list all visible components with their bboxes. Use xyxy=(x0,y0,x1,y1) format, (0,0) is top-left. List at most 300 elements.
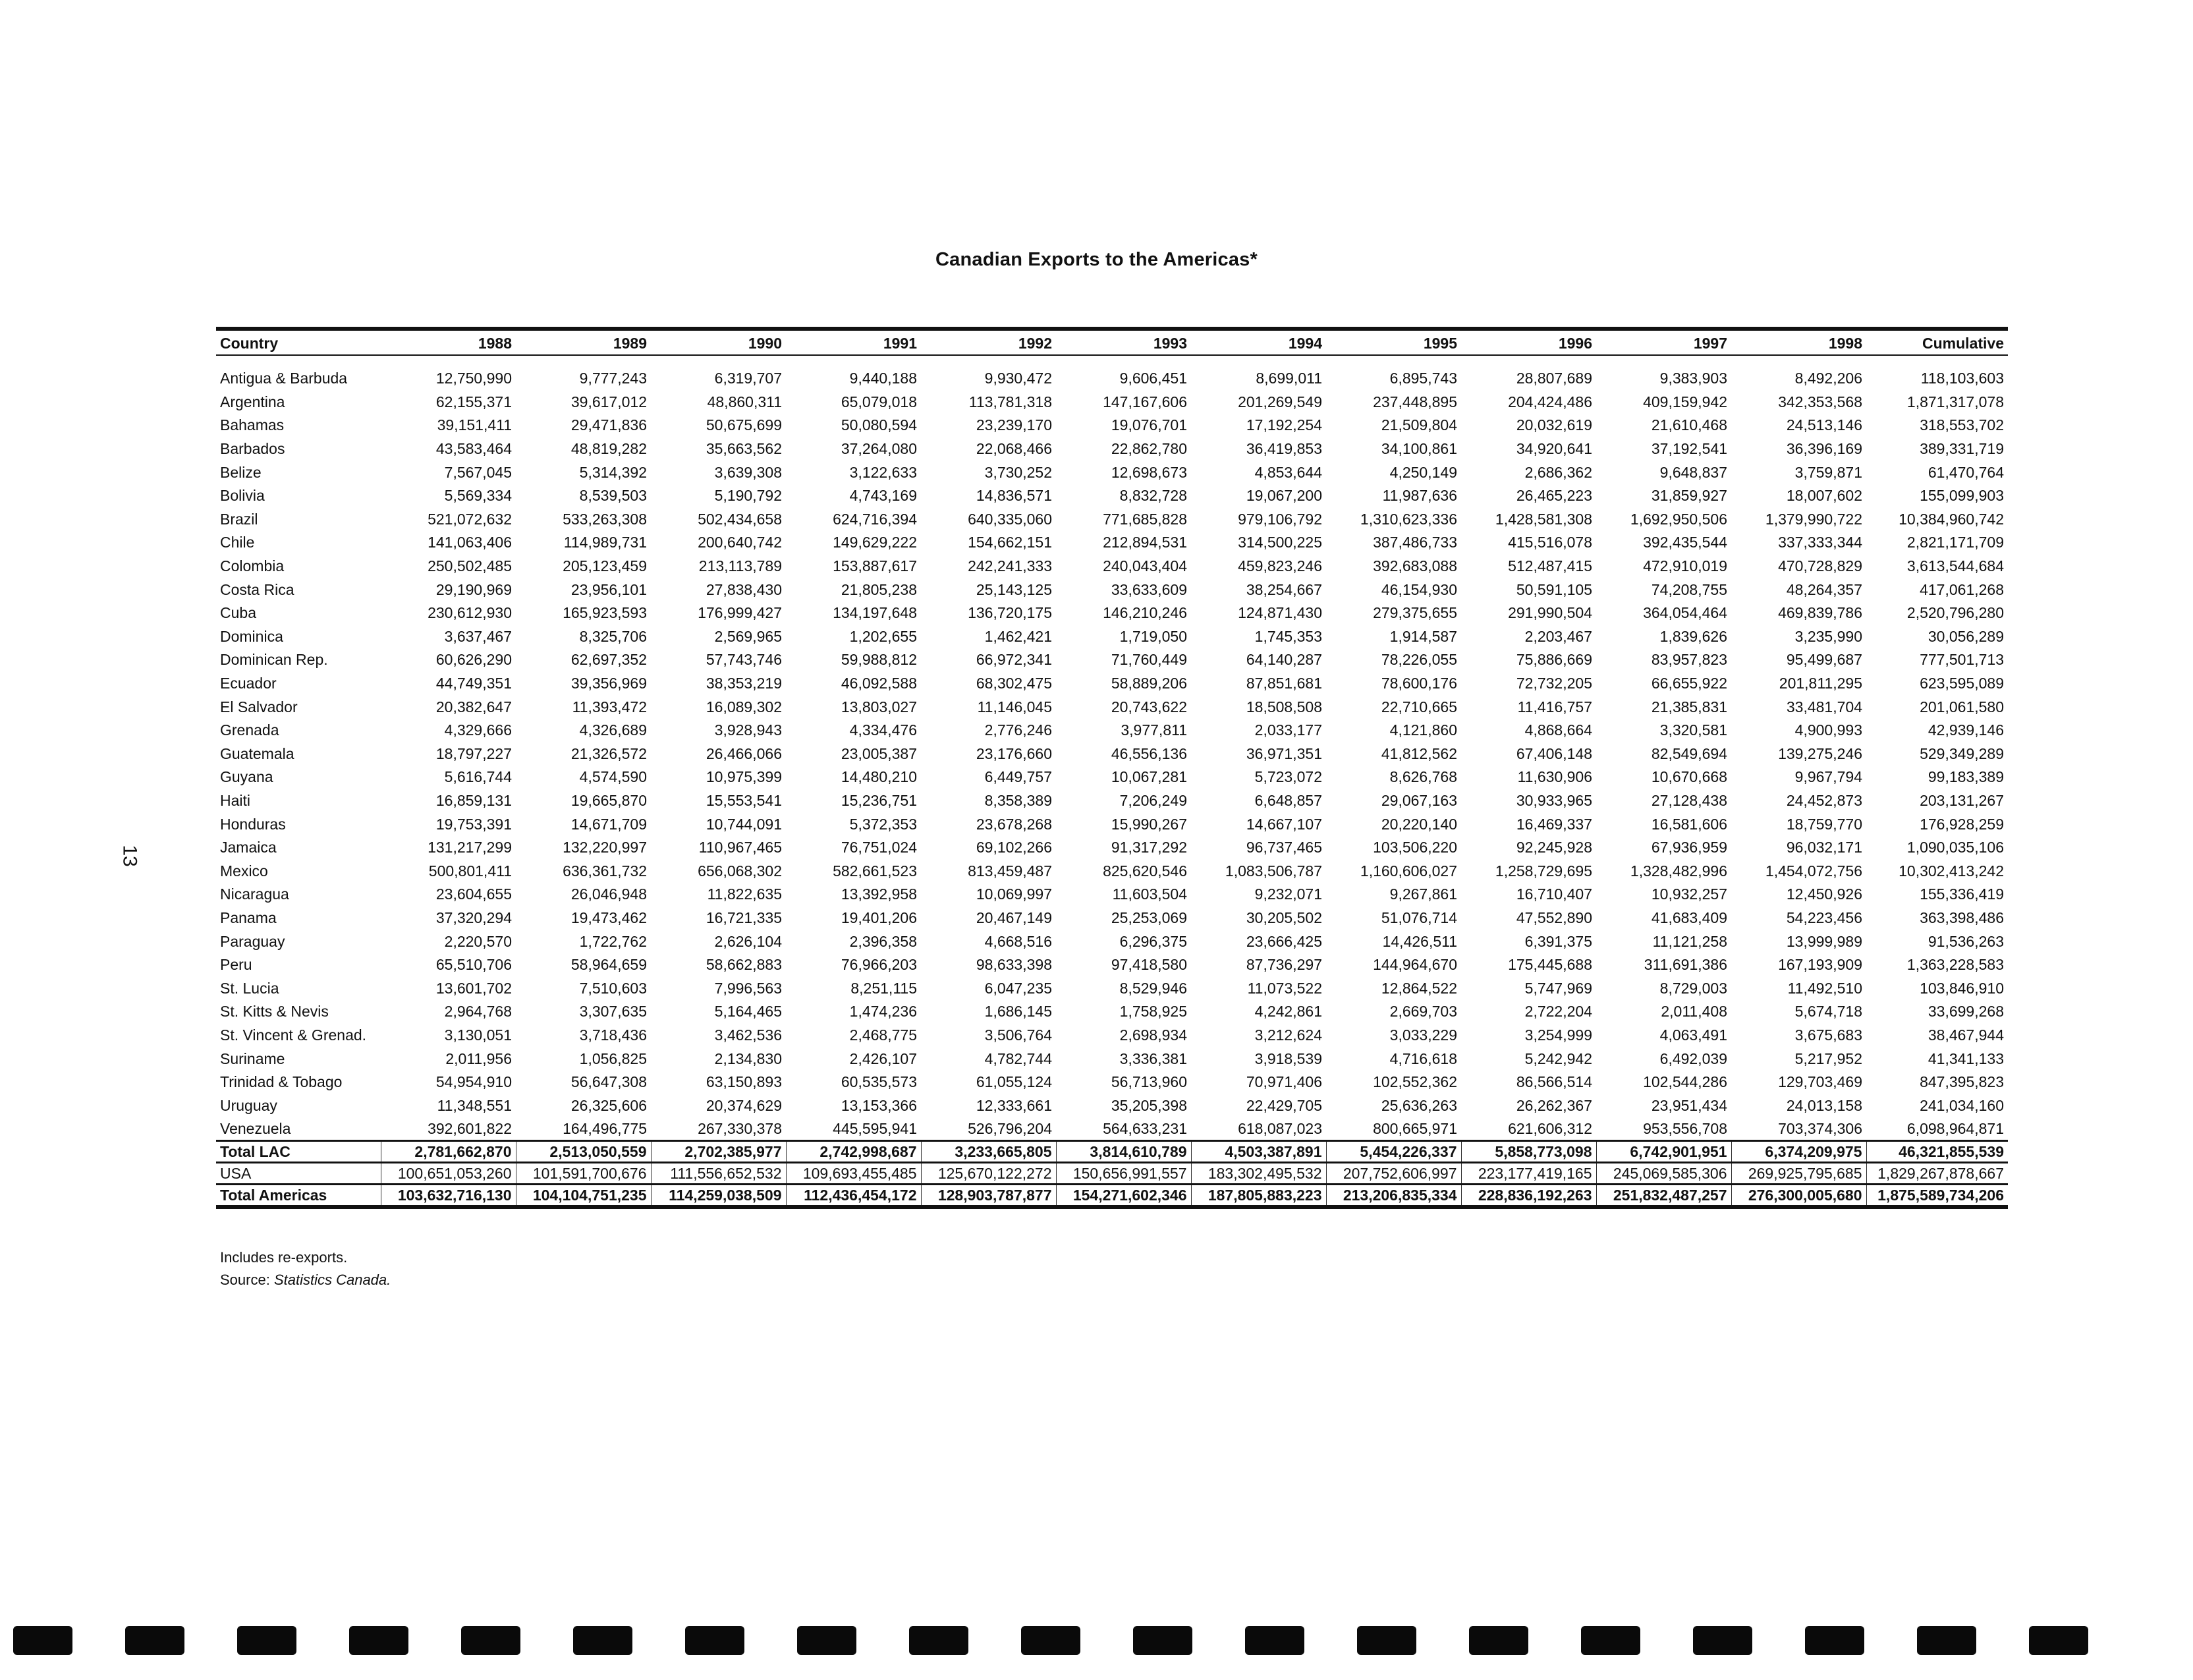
value-cell: 146,210,246 xyxy=(1103,604,1187,622)
value-cell: 113,781,318 xyxy=(968,393,1052,410)
value-cell: 5,674,718 xyxy=(1794,1003,1862,1021)
registration-mark xyxy=(909,1626,968,1655)
value-cell: 2,396,358 xyxy=(849,932,917,950)
total-americas-row xyxy=(216,1185,2008,1208)
value-cell: 472,910,019 xyxy=(1643,557,1727,575)
value-cell: 10,067,281 xyxy=(1111,768,1187,786)
value-cell: 4,063,491 xyxy=(1659,1026,1727,1044)
value-cell: 150,656,991,557 xyxy=(1056,1163,1191,1185)
value-cell: 777,501,713 xyxy=(1920,651,2004,669)
value-cell: 8,529,946 xyxy=(1119,979,1187,997)
value-cell: 48,819,282 xyxy=(570,440,647,458)
value-cell: 60,626,290 xyxy=(435,651,512,669)
header-country: Country xyxy=(216,329,381,355)
value-cell: 5,569,334 xyxy=(444,487,512,505)
value-cell: 4,900,993 xyxy=(1794,721,1862,739)
table-row xyxy=(216,461,2008,484)
value-cell: 23,604,655 xyxy=(435,885,512,903)
value-cell: 56,647,308 xyxy=(570,1073,647,1091)
value-cell: 41,683,409 xyxy=(1651,909,1727,926)
value-cell: 1,090,035,106 xyxy=(1906,839,2004,856)
value-cell: 41,812,562 xyxy=(1381,744,1457,762)
value-cell: 20,220,140 xyxy=(1381,815,1457,833)
value-cell: 4,329,666 xyxy=(444,721,512,739)
value-cell: 21,805,238 xyxy=(841,580,917,598)
value-cell: 19,473,462 xyxy=(570,909,647,926)
value-cell: 13,999,989 xyxy=(1786,932,1862,950)
value-cell: 76,966,203 xyxy=(841,956,917,974)
value-cell: 26,325,606 xyxy=(570,1096,647,1114)
value-cell: 2,134,830 xyxy=(714,1050,782,1067)
table-row xyxy=(216,812,2008,836)
value-cell: 291,990,504 xyxy=(1508,604,1592,622)
country-cell: Ecuador xyxy=(220,675,277,692)
value-cell: 22,862,780 xyxy=(1111,440,1187,458)
value-cell: 187,805,883,223 xyxy=(1191,1185,1326,1208)
value-cell: 51,076,714 xyxy=(1381,909,1457,926)
registration-mark xyxy=(1245,1626,1304,1655)
value-cell: 207,752,606,997 xyxy=(1326,1163,1461,1185)
value-cell: 11,146,045 xyxy=(977,698,1052,715)
value-cell: 30,056,289 xyxy=(1928,627,2004,645)
value-cell: 230,612,930 xyxy=(428,604,512,622)
value-cell: 38,254,667 xyxy=(1246,580,1322,598)
value-cell: 2,722,204 xyxy=(1524,1003,1592,1021)
value-cell: 17,192,254 xyxy=(1246,416,1322,434)
value-cell: 11,393,472 xyxy=(572,698,647,715)
value-cell: 564,633,231 xyxy=(1103,1119,1187,1137)
value-cell: 30,205,502 xyxy=(1246,909,1322,926)
value-cell: 269,925,795,685 xyxy=(1731,1163,1866,1185)
value-cell: 6,296,375 xyxy=(1119,932,1187,950)
country-cell: Grenada xyxy=(220,721,279,739)
value-cell: 3,506,764 xyxy=(984,1026,1052,1044)
value-cell: 1,160,606,027 xyxy=(1360,862,1457,880)
country-cell: St. Lucia xyxy=(220,979,279,997)
table-row xyxy=(216,1000,2008,1024)
value-cell: 18,797,227 xyxy=(435,744,512,762)
exports-table-container xyxy=(216,327,2008,1209)
value-cell: 3,814,610,789 xyxy=(1056,1141,1191,1163)
value-cell: 276,300,005,680 xyxy=(1731,1185,1866,1208)
value-cell: 10,744,091 xyxy=(706,815,782,833)
value-cell: 19,076,701 xyxy=(1111,416,1187,434)
value-cell: 34,100,861 xyxy=(1381,440,1457,458)
value-cell: 78,600,176 xyxy=(1381,675,1457,692)
value-cell: 36,419,853 xyxy=(1246,440,1322,458)
value-cell: 621,606,312 xyxy=(1508,1119,1592,1137)
value-cell: 415,516,078 xyxy=(1508,534,1592,551)
value-cell: 11,987,636 xyxy=(1382,487,1457,505)
country-cell: Mexico xyxy=(220,862,268,880)
table-row xyxy=(216,531,2008,555)
value-cell: 6,319,707 xyxy=(714,370,782,387)
value-cell: 389,331,719 xyxy=(1920,440,2004,458)
value-cell: 16,859,131 xyxy=(435,791,512,809)
value-cell: 2,702,385,977 xyxy=(651,1141,786,1163)
country-cell: Suriname xyxy=(220,1050,285,1067)
value-cell: 103,506,220 xyxy=(1373,839,1457,856)
value-cell: 337,333,344 xyxy=(1778,534,1862,551)
value-cell: 11,416,757 xyxy=(1517,698,1592,715)
table-row xyxy=(216,625,2008,649)
value-cell: 35,205,398 xyxy=(1111,1096,1187,1114)
value-cell: 96,737,465 xyxy=(1246,839,1322,856)
value-cell: 3,928,943 xyxy=(714,721,782,739)
value-cell: 3,130,051 xyxy=(444,1026,512,1044)
value-cell: 60,535,573 xyxy=(841,1073,917,1091)
value-cell: 2,520,796,280 xyxy=(1906,604,2004,622)
value-cell: 12,333,661 xyxy=(976,1096,1052,1114)
value-cell: 2,011,956 xyxy=(445,1050,512,1067)
value-cell: 3,233,665,805 xyxy=(921,1141,1056,1163)
value-cell: 2,776,246 xyxy=(984,721,1052,739)
value-cell: 68,302,475 xyxy=(976,675,1052,692)
value-cell: 6,449,757 xyxy=(984,768,1052,786)
source-note xyxy=(220,1269,391,1291)
value-cell: 46,321,855,539 xyxy=(1866,1141,2008,1163)
country-cell: Argentina xyxy=(220,393,285,410)
value-cell: 640,335,060 xyxy=(968,510,1052,528)
value-cell: 34,920,641 xyxy=(1516,440,1592,458)
value-cell: 19,753,391 xyxy=(435,815,512,833)
value-cell: 445,595,941 xyxy=(833,1119,917,1137)
value-cell: 43,583,464 xyxy=(435,440,512,458)
value-cell: 16,089,302 xyxy=(706,698,782,715)
value-cell: 469,839,786 xyxy=(1778,604,1862,622)
value-cell: 10,932,257 xyxy=(1651,885,1727,903)
country-cell: Bahamas xyxy=(220,416,285,434)
value-cell: 5,217,952 xyxy=(1794,1050,1862,1067)
value-cell: 19,401,206 xyxy=(841,909,917,926)
value-cell: 97,418,580 xyxy=(1111,956,1187,974)
value-cell: 3,977,811 xyxy=(1121,721,1187,739)
registration-mark xyxy=(125,1626,184,1655)
header-1994: 1994 xyxy=(1191,329,1326,355)
value-cell: 242,241,333 xyxy=(968,557,1052,575)
value-cell: 3,730,252 xyxy=(984,463,1052,481)
value-cell: 2,964,768 xyxy=(444,1003,512,1021)
registration-mark xyxy=(685,1626,744,1655)
country-cell: Trinidad & Tobago xyxy=(220,1073,343,1091)
table-row xyxy=(216,1094,2008,1117)
value-cell: 4,668,516 xyxy=(984,932,1052,950)
value-cell: 5,164,465 xyxy=(714,1003,782,1021)
value-cell: 41,341,133 xyxy=(1928,1050,2004,1067)
country-cell: Costa Rica xyxy=(220,580,294,598)
value-cell: 103,846,910 xyxy=(1920,979,2004,997)
value-cell: 459,823,246 xyxy=(1238,557,1322,575)
value-cell: 10,384,960,742 xyxy=(1899,510,2004,528)
value-cell: 392,435,544 xyxy=(1643,534,1727,551)
value-cell: 144,964,670 xyxy=(1373,956,1457,974)
value-cell: 11,121,258 xyxy=(1652,932,1727,950)
value-cell: 114,259,038,509 xyxy=(651,1185,786,1208)
value-cell: 26,262,367 xyxy=(1516,1096,1592,1114)
value-cell: 63,150,893 xyxy=(706,1073,782,1091)
country-cell: St. Kitts & Nevis xyxy=(220,1003,329,1021)
value-cell: 9,267,861 xyxy=(1389,885,1457,903)
value-cell: 279,375,655 xyxy=(1373,604,1457,622)
value-cell: 20,032,619 xyxy=(1516,416,1592,434)
value-cell: 847,395,823 xyxy=(1920,1073,2004,1091)
table-body xyxy=(216,355,2008,1207)
value-cell: 47,552,890 xyxy=(1516,909,1592,926)
value-cell: 12,450,926 xyxy=(1786,885,1862,903)
value-cell: 3,613,544,684 xyxy=(1906,557,2004,575)
value-cell: 11,630,906 xyxy=(1517,768,1592,786)
value-cell: 14,667,107 xyxy=(1246,815,1322,833)
value-cell: 14,480,210 xyxy=(841,768,917,786)
header-1988: 1988 xyxy=(381,329,516,355)
value-cell: 618,087,023 xyxy=(1238,1119,1322,1137)
value-cell: 18,007,602 xyxy=(1786,487,1862,505)
value-cell: 1,428,581,308 xyxy=(1495,510,1592,528)
value-cell: 31,859,927 xyxy=(1651,487,1727,505)
registration-mark xyxy=(2029,1626,2088,1655)
value-cell: 155,336,419 xyxy=(1920,885,2004,903)
value-cell: 23,005,387 xyxy=(841,744,917,762)
country-cell: Barbados xyxy=(220,440,285,458)
value-cell: 2,698,934 xyxy=(1119,1026,1187,1044)
value-cell: 2,468,775 xyxy=(849,1026,917,1044)
value-cell: 74,208,755 xyxy=(1651,580,1727,598)
value-cell: 39,151,411 xyxy=(437,416,512,434)
value-cell: 1,871,317,078 xyxy=(1906,393,2004,410)
value-cell: 15,236,751 xyxy=(841,791,917,809)
value-cell: 1,454,072,756 xyxy=(1765,862,1862,880)
value-cell: 2,781,662,870 xyxy=(381,1141,516,1163)
value-cell: 251,832,487,257 xyxy=(1596,1185,1731,1208)
source-name: Statistics Canada. xyxy=(273,1272,391,1288)
source-prefix: Source: xyxy=(220,1272,270,1288)
value-cell: 21,610,468 xyxy=(1651,416,1727,434)
table-row xyxy=(216,1024,2008,1048)
value-cell: 8,699,011 xyxy=(1256,370,1322,387)
value-cell: 5,242,942 xyxy=(1524,1050,1592,1067)
value-cell: 20,374,629 xyxy=(706,1096,782,1114)
country-cell: Panama xyxy=(220,909,277,926)
value-cell: 3,033,229 xyxy=(1389,1026,1457,1044)
value-cell: 165,923,593 xyxy=(563,604,647,622)
value-cell: 20,743,622 xyxy=(1111,698,1187,715)
table-row xyxy=(216,391,2008,414)
value-cell: 364,054,464 xyxy=(1643,604,1727,622)
table-row xyxy=(216,648,2008,672)
value-cell: 3,254,999 xyxy=(1524,1026,1592,1044)
value-cell: 8,626,768 xyxy=(1389,768,1457,786)
value-cell: 26,466,066 xyxy=(706,744,782,762)
value-cell: 149,629,222 xyxy=(833,534,917,551)
value-cell: 2,011,408 xyxy=(1661,1003,1727,1021)
value-cell: 6,492,039 xyxy=(1659,1050,1727,1067)
value-cell: 5,454,226,337 xyxy=(1326,1141,1461,1163)
value-cell: 67,406,148 xyxy=(1516,744,1592,762)
value-cell: 342,353,568 xyxy=(1778,393,1862,410)
table-row xyxy=(216,976,2008,1000)
registration-mark xyxy=(1581,1626,1640,1655)
country-cell: El Salvador xyxy=(220,698,298,715)
table-row xyxy=(216,719,2008,742)
country-cell: Jamaica xyxy=(220,839,277,856)
header-1998: 1998 xyxy=(1731,329,1866,355)
value-cell: 1,722,762 xyxy=(579,932,647,950)
value-cell: 363,398,486 xyxy=(1920,909,2004,926)
value-cell: 7,510,603 xyxy=(579,979,647,997)
value-cell: 118,103,603 xyxy=(1920,370,2004,387)
reexports-note: Includes re-exports. xyxy=(220,1249,348,1266)
table-row xyxy=(216,367,2008,391)
value-cell: 50,080,594 xyxy=(841,416,917,434)
value-cell: 8,358,389 xyxy=(984,791,1052,809)
value-cell: 8,492,206 xyxy=(1794,370,1862,387)
value-cell: 311,691,386 xyxy=(1644,956,1727,974)
value-cell: 16,721,335 xyxy=(706,909,782,926)
value-cell: 3,639,308 xyxy=(714,463,782,481)
value-cell: 8,251,115 xyxy=(850,979,917,997)
value-cell: 2,569,965 xyxy=(714,627,782,645)
value-cell: 502,434,658 xyxy=(698,510,782,528)
value-cell: 42,939,146 xyxy=(1928,721,2004,739)
value-cell: 13,601,702 xyxy=(435,979,512,997)
header-1990: 1990 xyxy=(651,329,786,355)
value-cell: 141,063,406 xyxy=(428,534,512,551)
value-cell: 25,143,125 xyxy=(976,580,1052,598)
value-cell: 98,633,398 xyxy=(976,956,1052,974)
value-cell: 825,620,546 xyxy=(1103,862,1187,880)
value-cell: 70,971,406 xyxy=(1246,1073,1322,1091)
value-cell: 1,745,353 xyxy=(1254,627,1322,645)
value-cell: 62,697,352 xyxy=(570,651,647,669)
value-cell: 7,206,249 xyxy=(1119,791,1187,809)
value-cell: 15,553,541 xyxy=(706,791,782,809)
value-cell: 526,796,204 xyxy=(968,1119,1052,1137)
value-cell: 3,675,683 xyxy=(1794,1026,1862,1044)
value-cell: 48,264,357 xyxy=(1786,580,1862,598)
value-cell: 11,822,635 xyxy=(707,885,782,903)
value-cell: 4,743,169 xyxy=(849,487,917,505)
value-cell: 9,648,837 xyxy=(1659,463,1727,481)
value-cell: 2,513,050,559 xyxy=(516,1141,651,1163)
value-cell: 2,220,570 xyxy=(444,932,512,950)
value-cell: 37,320,294 xyxy=(435,909,512,926)
value-cell: 10,302,413,242 xyxy=(1899,862,2004,880)
value-cell: 8,832,728 xyxy=(1119,487,1187,505)
registration-mark xyxy=(237,1626,296,1655)
value-cell: 24,513,146 xyxy=(1786,416,1862,434)
header-1996: 1996 xyxy=(1461,329,1596,355)
value-cell: 58,662,883 xyxy=(706,956,782,974)
value-cell: 9,967,794 xyxy=(1794,768,1862,786)
value-cell: 1,462,421 xyxy=(984,627,1052,645)
value-cell: 18,508,508 xyxy=(1246,698,1322,715)
table-row xyxy=(216,742,2008,766)
value-cell: 3,212,624 xyxy=(1254,1026,1322,1044)
value-cell: 4,782,744 xyxy=(984,1050,1052,1067)
table-row xyxy=(216,555,2008,578)
value-cell: 4,716,618 xyxy=(1389,1050,1457,1067)
value-cell: 20,382,647 xyxy=(435,698,512,715)
table-row xyxy=(216,695,2008,719)
value-cell: 204,424,486 xyxy=(1508,393,1592,410)
country-cell: Dominican Rep. xyxy=(220,651,328,669)
value-cell: 4,334,476 xyxy=(849,721,917,739)
value-cell: 92,245,928 xyxy=(1516,839,1592,856)
value-cell: 114,989,731 xyxy=(563,534,647,551)
registration-mark xyxy=(461,1626,520,1655)
country-cell: Honduras xyxy=(220,815,286,833)
value-cell: 50,675,699 xyxy=(706,416,782,434)
value-cell: 10,975,399 xyxy=(706,768,782,786)
value-cell: 6,742,901,951 xyxy=(1596,1141,1731,1163)
value-cell: 112,436,454,172 xyxy=(786,1185,921,1208)
value-cell: 12,698,673 xyxy=(1111,463,1187,481)
registration-mark xyxy=(1917,1626,1976,1655)
value-cell: 3,122,633 xyxy=(849,463,917,481)
value-cell: 46,154,930 xyxy=(1381,580,1457,598)
value-cell: 3,918,539 xyxy=(1254,1050,1322,1067)
value-cell: 134,197,648 xyxy=(833,604,917,622)
registration-mark xyxy=(1021,1626,1080,1655)
value-cell: 22,068,466 xyxy=(976,440,1052,458)
value-cell: 46,092,588 xyxy=(841,675,917,692)
value-cell: 3,307,635 xyxy=(579,1003,647,1021)
value-cell: 54,223,456 xyxy=(1786,909,1862,926)
value-cell: 5,314,392 xyxy=(579,463,647,481)
value-cell: 387,486,733 xyxy=(1373,534,1457,551)
value-cell: 69,102,266 xyxy=(976,839,1052,856)
value-cell: 4,853,644 xyxy=(1254,463,1322,481)
value-cell: 29,067,163 xyxy=(1381,791,1457,809)
table-row xyxy=(216,907,2008,930)
value-cell: 14,426,511 xyxy=(1382,932,1457,950)
value-cell: 5,858,773,098 xyxy=(1461,1141,1596,1163)
table-row xyxy=(216,414,2008,437)
value-cell: 147,167,606 xyxy=(1103,393,1187,410)
value-cell: 102,552,362 xyxy=(1373,1073,1457,1091)
value-cell: 1,363,228,583 xyxy=(1906,956,2004,974)
value-cell: 12,864,522 xyxy=(1381,979,1457,997)
value-cell: 3,718,436 xyxy=(579,1026,647,1044)
value-cell: 54,954,910 xyxy=(435,1073,512,1091)
value-cell: 29,471,836 xyxy=(570,416,647,434)
value-cell: 67,936,959 xyxy=(1651,839,1727,856)
value-cell: 176,999,427 xyxy=(698,604,782,622)
value-cell: 8,729,003 xyxy=(1659,979,1727,997)
value-cell: 64,140,287 xyxy=(1246,651,1322,669)
value-cell: 95,499,687 xyxy=(1786,651,1862,669)
value-cell: 1,328,482,996 xyxy=(1630,862,1727,880)
value-cell: 96,032,171 xyxy=(1786,839,1862,856)
value-cell: 124,871,430 xyxy=(1238,604,1322,622)
value-cell: 512,487,415 xyxy=(1508,557,1592,575)
value-cell: 9,232,071 xyxy=(1254,885,1322,903)
value-cell: 33,481,704 xyxy=(1786,698,1862,715)
value-cell: 250,502,485 xyxy=(428,557,512,575)
table-row xyxy=(216,953,2008,977)
value-cell: 6,047,235 xyxy=(984,979,1052,997)
value-cell: 1,692,950,506 xyxy=(1630,510,1727,528)
value-cell: 800,665,971 xyxy=(1373,1119,1457,1137)
table-row xyxy=(216,930,2008,953)
value-cell: 5,190,792 xyxy=(714,487,782,505)
value-cell: 39,356,969 xyxy=(570,675,647,692)
table-row xyxy=(216,508,2008,532)
value-cell: 6,098,964,871 xyxy=(1906,1119,2004,1137)
registration-mark xyxy=(573,1626,632,1655)
header-cumulative: Cumulative xyxy=(1866,329,2008,355)
value-cell: 22,710,665 xyxy=(1381,698,1457,715)
